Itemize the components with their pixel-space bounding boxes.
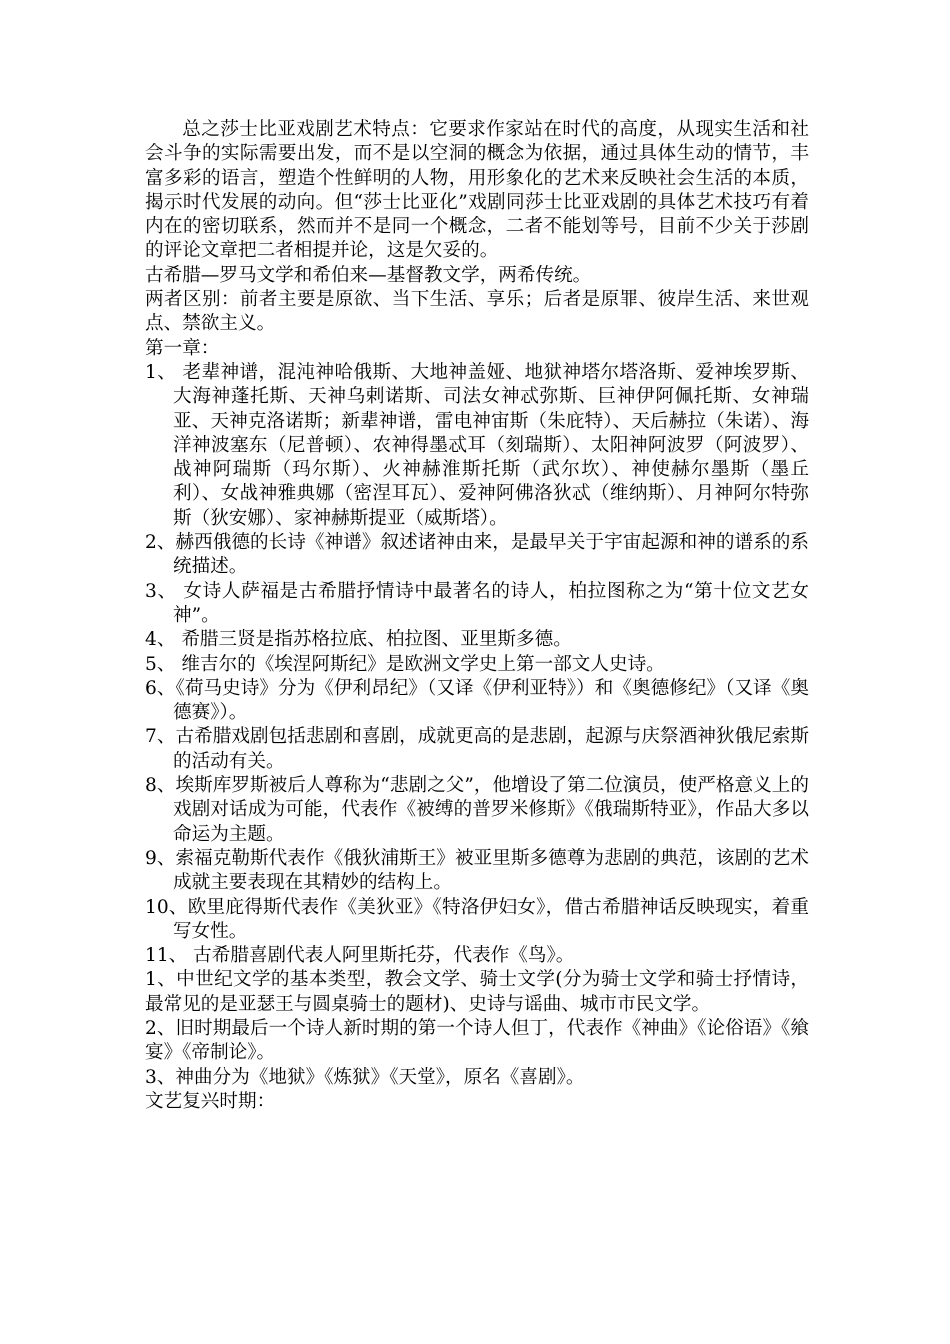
list-item: 8、埃斯库罗斯被后人尊称为“悲剧之父”，他增设了第二位演员，使严格意义上的戏剧对话成为可能，代表作《被缚的普罗米修斯》《俄瑞斯特亚》，作品大多以命运为主题。 xyxy=(145,775,809,845)
list-item: 3、 女诗人萨福是古希腊抒情诗中最著名的诗人，柏拉图称之为“第十位文艺女神”。 xyxy=(145,580,809,626)
list-item: 1、 老辈神谱，混沌神哈俄斯、大地神盖娅、地狱神塔尔塔洛斯、爱神埃罗斯、大海神蓬托斯、天神乌剌诺斯、司法女神忒弥斯、巨神伊阿佩托斯、女神瑞亚、天神克洛诺斯；新辈神谱，雷电神宙斯（朱庇特）、天后赫拉（朱诺）、海洋神波塞东（尼普顿）、农神得墨忒耳（刻瑞斯）、太阳神阿波罗（阿波罗）、战神阿瑞斯（玛尔斯）、火神赫淮斯托斯（武尔坎）、神使赫尔墨斯（墨丘利）、女战神雅典娜（密涅耳瓦）、爱神阿佛洛狄忒（维纳斯）、月神阿尔特弥斯（狄安娜）、家神赫斯提亚（威斯塔）。 xyxy=(145,361,809,529)
two-traditions-line: 古希腊—罗马文学和希伯来—基督教文学，两希传统。 xyxy=(145,264,592,286)
differences-line: 两者区别：前者主要是原欲、当下生活、享乐；后者是原罪、彼岸生活、来世观点、禁欲主义。 xyxy=(145,289,809,335)
list-item: 2、赫西俄德的长诗《神谱》叙述诸神由来，是最早关于宇宙起源和神的谱系的系统描述。 xyxy=(145,532,809,578)
list-item: 4、 希腊三贤是指苏格拉底、柏拉图、亚里斯多德。 xyxy=(145,629,572,651)
list-item: 2、旧时期最后一个诗人新时期的第一个诗人但丁，代表作《神曲》《论俗语》《飨宴》《帝制论》。 xyxy=(145,1017,809,1064)
chapter-one-list xyxy=(145,361,809,968)
intro-paragraph: 总之莎士比亚戏剧艺术特点：它要求作家站在时代的高度，从现实生活和社会斗争的实际需要出发，而不是以空洞的概念为依据，通过具体生动的情节，丰富多彩的语言，塑造个性鲜明的人物，用形象化的艺术来反映社会生活的本质，揭示时代发展的动向。但“莎士比亚化”戏剧同莎士比亚戏剧的具体艺术技巧有着内在的密切联系，然而并不是同一个概念，二者不能划等号，目前不少关于莎剧的评论文章把二者相提并论，这是欠妥的。 xyxy=(145,119,809,262)
chapter-one-heading: 第一章： xyxy=(145,337,220,359)
document-page xyxy=(145,118,809,1114)
list-item: 9、索福克勒斯代表作《俄狄浦斯王》被亚里斯多德尊为悲剧的典范，该剧的艺术成就主要表现在其精妙的结构上。 xyxy=(145,847,809,894)
list-item: 7、古希腊戏剧包括悲剧和喜剧，成就更高的是悲剧，起源与庆祭酒神狄俄尼索斯的活动有关。 xyxy=(145,726,809,772)
list-item: 1、中世纪文学的基本类型，教会文学、骑士文学(分为骑士文学和骑士抒情诗，最常见的是亚瑟王与圆桌骑士的题材)、史诗与谣曲、城市市民文学。 xyxy=(145,969,809,1015)
list-item: 3、神曲分为《地狱》《炼狱》《天堂》，原名《喜剧》。 xyxy=(145,1066,585,1088)
list-item: 5、 维吉尔的《埃涅阿斯纪》是欧洲文学史上第一部文人史诗。 xyxy=(145,653,665,675)
list-item: 6、《荷马史诗》分为《伊利昂纪》（又译《伊利亚特》）和《奥德修纪》（又译《奥德赛》）。 xyxy=(145,677,809,724)
renaissance-heading: 文艺复兴时期： xyxy=(145,1090,276,1112)
list-item: 10、欧里庇得斯代表作《美狄亚》《特洛伊妇女》，借古希腊神话反映现实，着重写女性。 xyxy=(145,896,809,942)
list-item: 11、 古希腊喜剧代表人阿里斯托芬，代表作《鸟》。 xyxy=(145,945,575,967)
medieval-list xyxy=(145,968,809,1089)
